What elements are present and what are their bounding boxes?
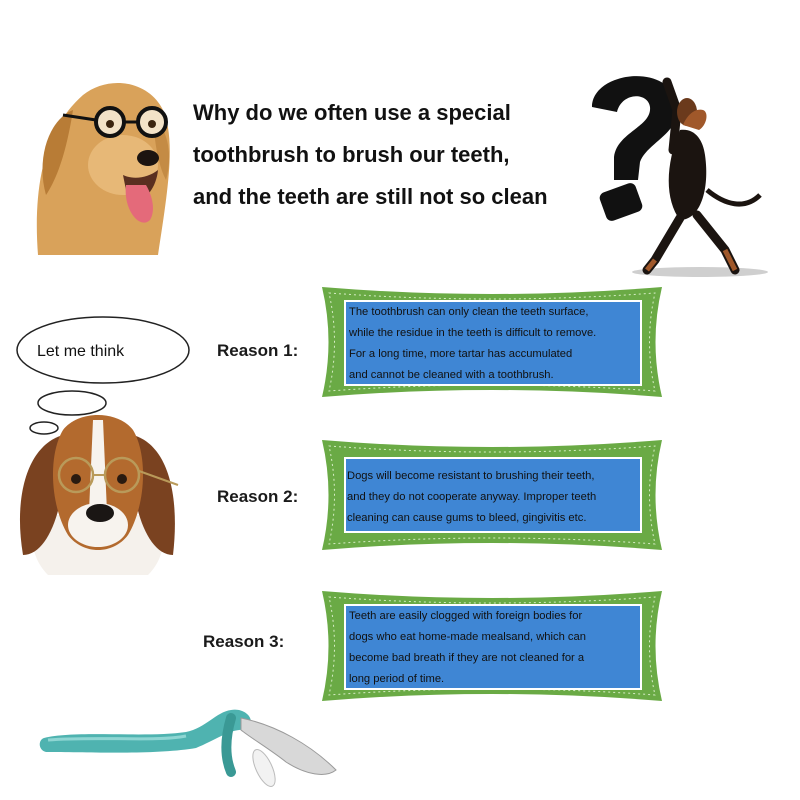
thought-bubble-text: Let me think (37, 343, 125, 360)
headline (193, 92, 593, 218)
reason-2-panel (317, 436, 667, 554)
reason-1-line-1: The toothbrush can only clean the teeth surface, (349, 306, 589, 318)
reason-3-line-3: become bad breath if they are not cleaned for a (349, 652, 585, 664)
beagle-with-glasses (8, 405, 188, 575)
reason-1-line-4: and cannot be cleaned with a toothbrush. (349, 369, 554, 381)
reason-2-label: Reason 2: (217, 487, 299, 506)
reason-1-text (349, 302, 596, 386)
reason-3-text (349, 606, 586, 690)
reason-2-line-3: cleaning can cause gums to bleed, gingivitis etc. (347, 512, 587, 524)
headline-line-1: Why do we often use a special (193, 100, 511, 125)
reason-2-text (347, 466, 596, 529)
reason-2-line-1: Dogs will become resistant to brushing their teeth, (347, 470, 595, 482)
reason-2-line-2: and they do not cooperate anyway. Improper teeth (347, 491, 597, 503)
headline-line-2: toothbrush to brush our teeth, (193, 142, 510, 167)
golden-dog-with-glasses (28, 70, 178, 255)
reason-3-line-2: dogs who eat home-made mealsand, which can (349, 631, 586, 643)
headline-line-3: and the teeth are still not so clean (193, 184, 548, 209)
reason-1-panel (317, 283, 667, 401)
reason-3-line-4: long period of time. (349, 673, 445, 685)
reason-3-panel (317, 587, 667, 705)
reason-1-line-3: For a long time, more tartar has accumulated (349, 348, 573, 360)
reason-1-line-2: while the residue in the teeth is difficult to remove. (349, 327, 597, 339)
reason-3-label: Reason 3: (203, 632, 285, 651)
finger-toothbrush (36, 700, 346, 795)
standing-dog (625, 70, 770, 280)
reason-1-label: Reason 1: (217, 341, 299, 360)
reason-3-line-1: Teeth are easily clogged with foreign bodies for (349, 610, 583, 622)
